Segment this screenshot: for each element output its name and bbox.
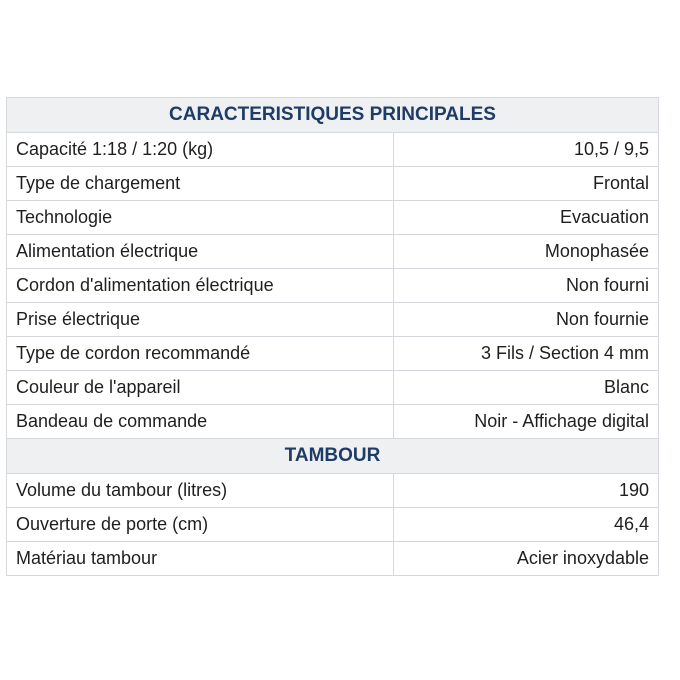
spec-label: Type de chargement	[7, 167, 394, 201]
table-row	[7, 371, 659, 405]
section-title: TAMBOUR	[7, 439, 659, 474]
spec-value: Monophasée	[394, 235, 659, 269]
spec-value: 46,4	[394, 508, 659, 542]
spec-label: Cordon d'alimentation électrique	[7, 269, 394, 303]
spec-label: Ouverture de porte (cm)	[7, 508, 394, 542]
spec-label: Alimentation électrique	[7, 235, 394, 269]
table-row	[7, 542, 659, 576]
spec-value: 10,5 / 9,5	[394, 133, 659, 167]
table-row	[7, 201, 659, 235]
spec-value: Non fournie	[394, 303, 659, 337]
table-row	[7, 269, 659, 303]
spec-value: 190	[394, 474, 659, 508]
spec-label: Bandeau de commande	[7, 405, 394, 439]
spec-value: Frontal	[394, 167, 659, 201]
spec-label: Capacité 1:18 / 1:20 (kg)	[7, 133, 394, 167]
section-title: CARACTERISTIQUES PRINCIPALES	[7, 98, 659, 133]
section-header-main	[7, 98, 659, 133]
table-row	[7, 474, 659, 508]
spec-label: Couleur de l'appareil	[7, 371, 394, 405]
table-row	[7, 133, 659, 167]
spec-value: 3 Fils / Section 4 mm	[394, 337, 659, 371]
spec-value: Blanc	[394, 371, 659, 405]
spec-value: Non fourni	[394, 269, 659, 303]
table-row	[7, 405, 659, 439]
spec-value: Evacuation	[394, 201, 659, 235]
section-header-tambour	[7, 439, 659, 474]
spec-label: Type de cordon recommandé	[7, 337, 394, 371]
table-row	[7, 167, 659, 201]
table-row	[7, 303, 659, 337]
spec-label: Volume du tambour (litres)	[7, 474, 394, 508]
spec-value: Acier inoxydable	[394, 542, 659, 576]
spec-value: Noir - Affichage digital	[394, 405, 659, 439]
spec-table-body	[7, 98, 659, 576]
spec-label: Technologie	[7, 201, 394, 235]
spec-label: Prise électrique	[7, 303, 394, 337]
table-row	[7, 508, 659, 542]
spec-table	[6, 97, 659, 576]
spec-label: Matériau tambour	[7, 542, 394, 576]
table-row	[7, 337, 659, 371]
table-row	[7, 235, 659, 269]
